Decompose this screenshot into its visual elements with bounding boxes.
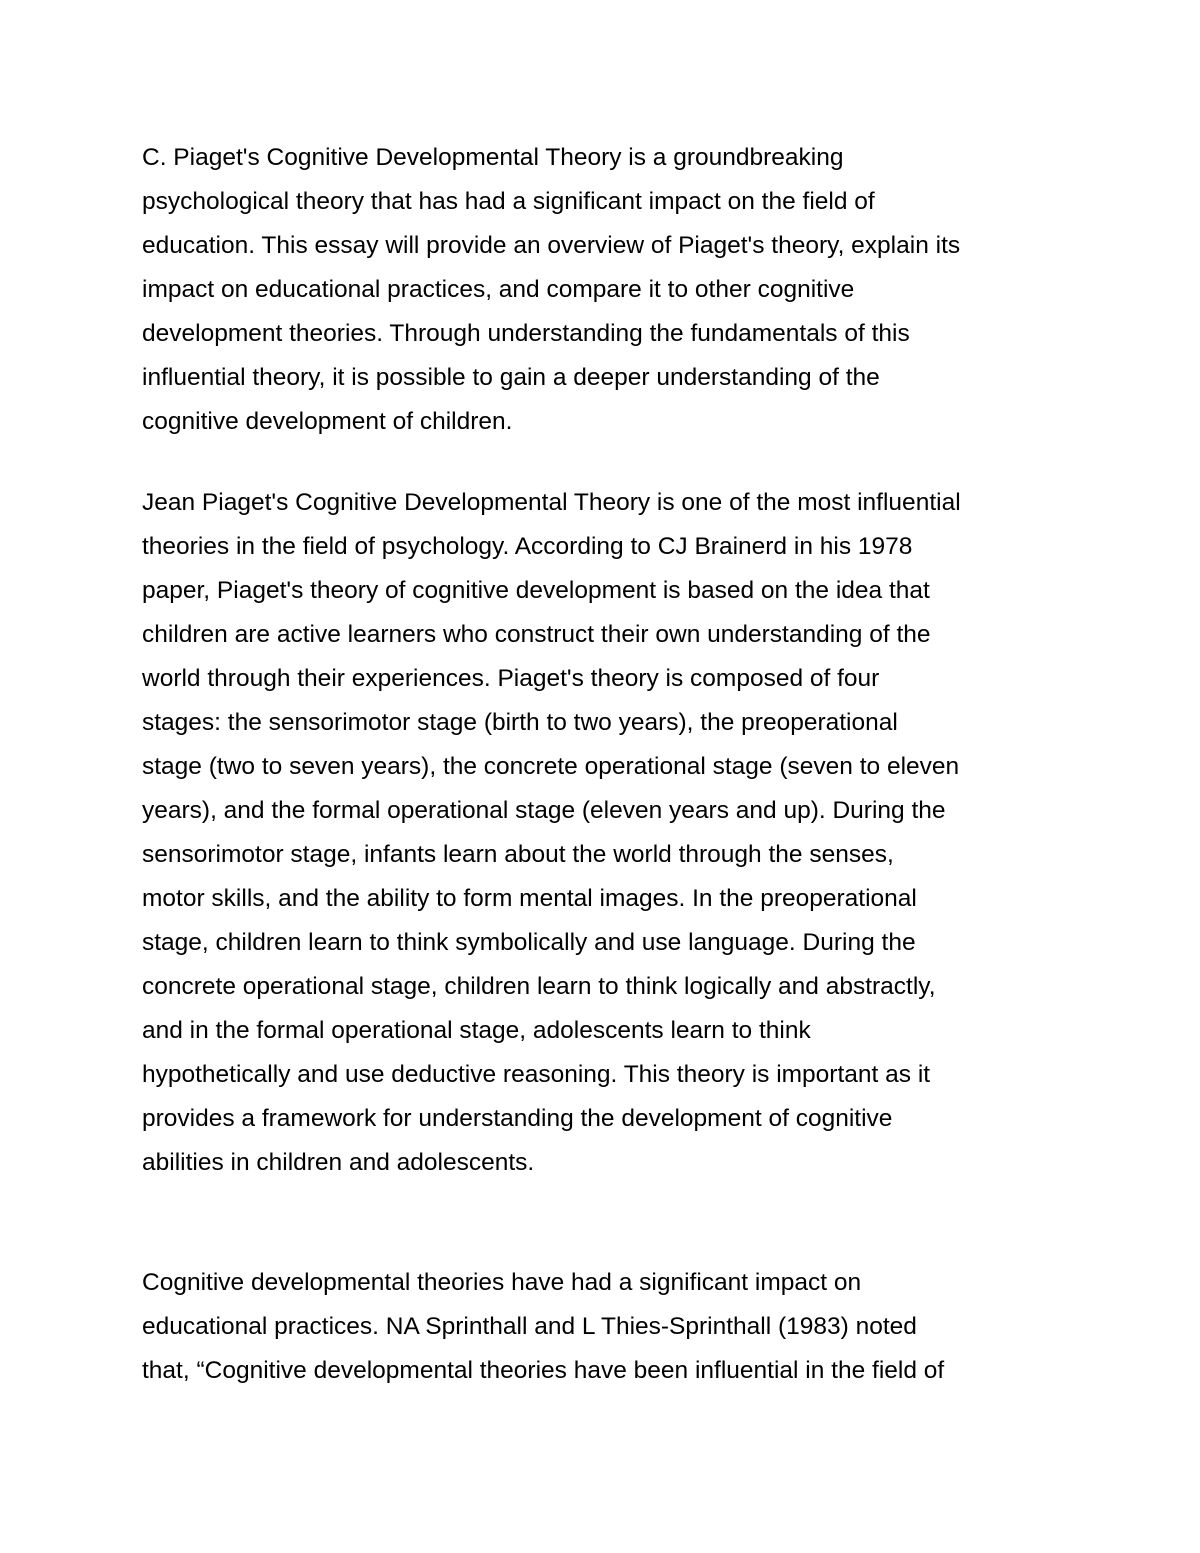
text-line: Cognitive developmental theories have had a significant impact on (142, 1269, 862, 1296)
text-line: and in the formal operational stage, adolescents learn to think (142, 1017, 811, 1044)
paragraph-introduction (142, 136, 1082, 444)
text-line: children are active learners who construct their own understanding of the (142, 621, 931, 648)
text-line: stage, children learn to think symbolically and use language. During the (142, 929, 916, 956)
text-line: stage (two to seven years), the concrete operational stage (seven to eleven (142, 753, 960, 780)
text-line: sensorimotor stage, infants learn about the world through the senses, (142, 841, 894, 868)
text-line: abilities in children and adolescents. (142, 1149, 535, 1176)
text-line: Jean Piaget's Cognitive Developmental Theory is one of the most influential (142, 489, 961, 516)
text-line: world through their experiences. Piaget's theory is composed of four (142, 665, 880, 692)
text-line: paper, Piaget's theory of cognitive development is based on the idea that (142, 577, 930, 604)
text-line: theories in the field of psychology. According to CJ Brainerd in his 1978 (142, 533, 913, 560)
text-line: influential theory, it is possible to gain a deeper understanding of the (142, 364, 880, 391)
text-line: psychological theory that has had a significant impact on the field of (142, 188, 875, 215)
text-line: impact on educational practices, and compare it to other cognitive (142, 276, 855, 303)
text-line: motor skills, and the ability to form mental images. In the preoperational (142, 885, 917, 912)
text-line: concrete operational stage, children learn to think logically and abstractly, (142, 973, 936, 1000)
text-line: hypothetically and use deductive reasoning. This theory is important as it (142, 1061, 931, 1088)
text-line: years), and the formal operational stage (eleven years and up). During the (142, 797, 946, 824)
text-line: provides a framework for understanding the development of cognitive (142, 1105, 893, 1132)
text-line: that, “Cognitive developmental theories have been influential in the field of (142, 1357, 945, 1384)
text-line: C. Piaget's Cognitive Developmental Theory is a groundbreaking (142, 144, 844, 171)
text-line: education. This essay will provide an overview of Piaget's theory, explain its (142, 232, 961, 259)
text-line: cognitive development of children. (142, 408, 513, 435)
text-line: development theories. Through understanding the fundamentals of this (142, 320, 910, 347)
text-line: educational practices. NA Sprinthall and L Thies-Sprinthall (1983) noted (142, 1313, 917, 1340)
paragraph-educational-impact (142, 1261, 1082, 1393)
paragraph-piaget-stages (142, 481, 1082, 1185)
text-line: stages: the sensorimotor stage (birth to two years), the preoperational (142, 709, 898, 736)
